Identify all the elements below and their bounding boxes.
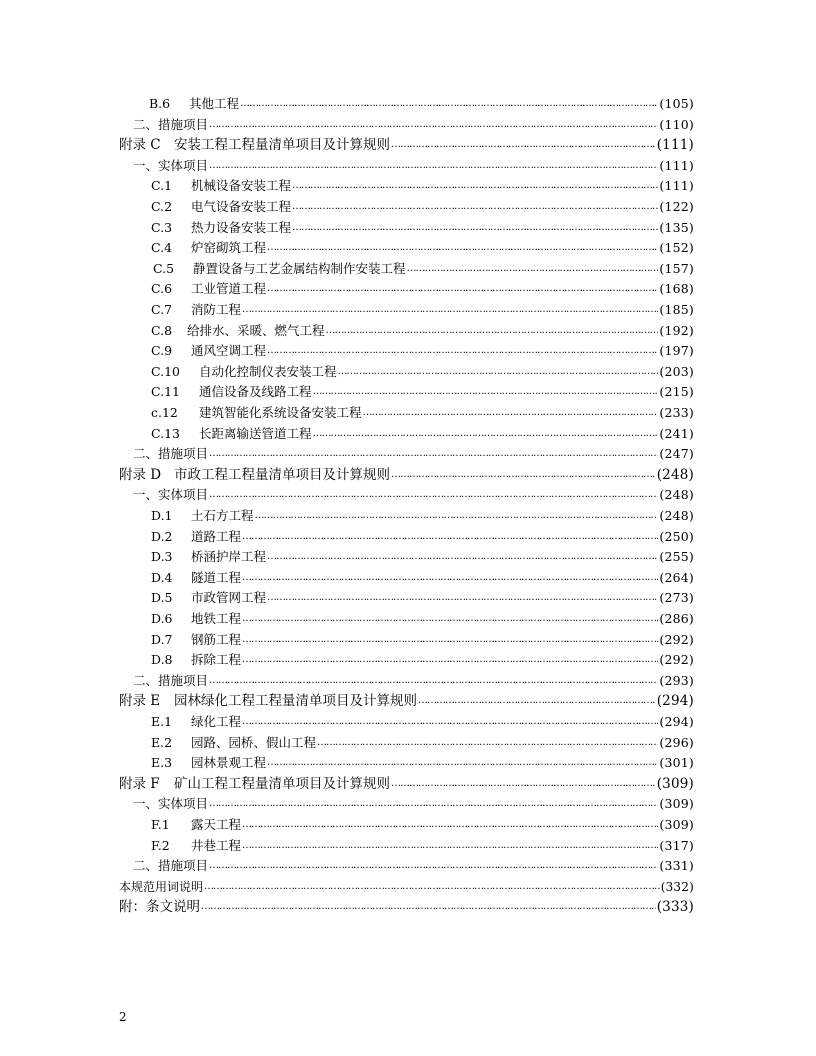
toc-title: 土石方工程 (191, 508, 254, 523)
toc-title: 长距离输送管道工程 (199, 425, 312, 441)
toc-title: 自动化控制仪表安装工程 (199, 363, 337, 379)
toc-entry[interactable] (151, 568, 694, 588)
toc-entry[interactable] (153, 259, 694, 279)
leader-dots (242, 300, 658, 320)
toc-title: 道路工程 (191, 528, 242, 544)
toc-code: D.3 (151, 549, 173, 565)
toc-page: (273) (659, 590, 694, 606)
toc-title: 静置设备与工艺金属结构制作安装工程 (193, 260, 406, 276)
leader-dots (267, 341, 658, 361)
leader-dots (242, 630, 658, 650)
toc-title: 园路、园桥、假山工程 (191, 734, 317, 750)
toc-page: (294) (656, 693, 694, 710)
toc-code: E.3 (151, 755, 173, 771)
leader-dots (313, 424, 659, 444)
leader-dots (317, 733, 658, 753)
toc-title: 一、实体项目 (133, 157, 209, 173)
toc-entry[interactable] (119, 774, 694, 794)
toc-entry[interactable] (119, 465, 694, 485)
leader-dots (391, 135, 656, 155)
toc-title: 绿化工程 (191, 714, 242, 729)
toc-code: F.2 (151, 837, 170, 853)
toc-page: (185) (659, 302, 694, 317)
leader-dots (418, 691, 656, 711)
toc-page: (192) (659, 322, 694, 338)
toc-title: 园林绿化工程工程量清单项目及计算规则 (174, 693, 417, 710)
toc-code: C.5 (153, 260, 175, 276)
leader-dots (292, 218, 658, 238)
leader-dots (209, 485, 658, 505)
toc-entry[interactable] (151, 733, 694, 753)
toc-title: 其他工程 (189, 96, 240, 111)
toc-entry[interactable] (149, 94, 694, 114)
toc-code: D.2 (151, 528, 173, 544)
toc-title: 安装工程工程量清单项目及计算规则 (174, 137, 390, 154)
toc-title: 通风空调工程 (191, 343, 267, 359)
toc-title: 隧道工程 (191, 569, 242, 585)
toc-page: (248) (659, 487, 694, 503)
leader-dots (267, 238, 658, 258)
toc-page: (248) (656, 466, 694, 483)
toc-code: C.10 (151, 363, 180, 379)
toc-code: 附录 D (119, 466, 162, 483)
leader-dots (292, 197, 658, 217)
toc-title: 一、实体项目 (133, 487, 209, 503)
toc-entry[interactable] (133, 794, 694, 814)
toc-title: 园林景观工程 (191, 755, 267, 771)
toc-code: C.1 (151, 178, 173, 194)
toc-title: 露天工程 (191, 817, 242, 832)
leader-dots (267, 753, 658, 773)
toc-title: 通信设备及线路工程 (199, 384, 312, 400)
toc-entry[interactable] (151, 382, 694, 402)
toc-code: D.7 (151, 631, 173, 647)
toc-page: (241) (659, 425, 694, 441)
leader-dots (201, 897, 656, 917)
leader-dots (242, 650, 658, 670)
toc-code: E.1 (151, 714, 173, 729)
toc-code: 附录 F (119, 775, 160, 792)
toc-entry[interactable] (133, 115, 694, 135)
toc-page: (111) (659, 178, 694, 194)
leader-dots (242, 815, 658, 835)
toc-title: 一、实体项目 (133, 796, 209, 812)
toc-code: C.8 (151, 322, 173, 338)
toc-entry[interactable] (119, 897, 694, 917)
toc-page: (293) (659, 672, 694, 688)
toc-title: 矿山工程工程量清单项目及计算规则 (174, 775, 390, 792)
toc-title: 拆除工程 (191, 652, 242, 668)
toc-entry[interactable] (151, 609, 694, 629)
leader-dots (242, 527, 658, 547)
toc-entry[interactable] (133, 444, 694, 464)
toc-title: 二、措施项目 (133, 116, 209, 132)
leader-dots (267, 547, 658, 567)
leader-dots (242, 568, 658, 588)
leader-dots (242, 712, 658, 732)
toc-page: (296) (659, 734, 694, 750)
toc-title: 二、措施项目 (133, 858, 209, 874)
toc-page: (233) (659, 405, 694, 420)
toc-page: (135) (659, 219, 694, 235)
toc-page: (168) (659, 281, 694, 297)
toc-code: C.7 (151, 302, 173, 317)
toc-code: c.12 (151, 405, 178, 420)
leader-dots (209, 444, 658, 464)
toc-page: (309) (656, 775, 694, 792)
toc-entry[interactable] (151, 362, 694, 382)
toc-page: (157) (659, 260, 694, 276)
toc-title: 钢筋工程 (191, 631, 242, 647)
toc-page: (122) (659, 199, 694, 214)
leader-dots (391, 774, 656, 794)
toc-title: 建筑智能化系统设备安装工程 (199, 405, 362, 420)
toc-entry[interactable] (133, 156, 694, 176)
toc-code: C.9 (151, 343, 173, 359)
toc-entry[interactable] (151, 836, 694, 856)
toc-page: (331) (659, 858, 694, 874)
toc-title: 二、措施项目 (133, 446, 209, 462)
toc-page: (292) (659, 631, 694, 647)
toc-code: B.6 (149, 96, 171, 111)
toc-page: (105) (659, 96, 694, 111)
toc-code: C.13 (151, 425, 180, 441)
toc-title: 市政管网工程 (191, 590, 267, 606)
toc-title: 本规范用词说明 (119, 879, 204, 894)
toc-page: (309) (659, 817, 694, 832)
toc-title: 消防工程 (191, 302, 242, 317)
toc-page: (197) (659, 343, 694, 359)
toc-title: 工业管道工程 (191, 281, 267, 297)
leader-dots (209, 671, 658, 691)
page-number: 2 (119, 1010, 127, 1024)
toc-entry[interactable] (133, 671, 694, 691)
toc-entry[interactable] (119, 877, 694, 897)
toc-entry[interactable] (151, 341, 694, 361)
toc-entry[interactable] (151, 506, 694, 526)
leader-dots (242, 836, 658, 856)
toc-title: 热力设备安装工程 (191, 219, 292, 235)
toc-entry[interactable] (151, 630, 694, 650)
toc-page: (294) (659, 714, 694, 729)
toc-code: C.2 (151, 199, 173, 214)
toc-code: C.3 (151, 219, 173, 235)
toc-entry[interactable] (119, 691, 694, 711)
leader-dots (255, 506, 659, 526)
toc-page: (333) (656, 899, 694, 916)
toc-title: 桥涵护岸工程 (191, 549, 267, 565)
toc-page: (292) (659, 652, 694, 668)
toc-page: (301) (659, 755, 694, 771)
toc-entry[interactable] (151, 176, 694, 196)
toc-code: F.1 (151, 817, 170, 832)
toc-entry[interactable] (151, 424, 694, 444)
leader-dots (209, 156, 658, 176)
toc-entry[interactable] (151, 403, 694, 423)
toc-page: (110) (659, 116, 694, 132)
toc-code: C.11 (151, 384, 180, 400)
toc-page: (111) (656, 137, 694, 154)
toc-title: 二、措施项目 (133, 672, 209, 688)
toc-page: (152) (659, 240, 694, 256)
toc-page: (309) (659, 796, 694, 812)
toc-title: 电气设备安装工程 (191, 199, 292, 214)
toc-code: E.2 (151, 734, 173, 750)
leader-dots (363, 403, 659, 423)
leader-dots (407, 259, 659, 279)
toc-title: 地铁工程 (191, 611, 242, 626)
toc-title: 炉窑砌筑工程 (191, 240, 267, 256)
toc-page: (317) (659, 837, 694, 853)
toc-page: (111) (659, 157, 694, 173)
toc-entry[interactable] (151, 279, 694, 299)
toc-entry[interactable] (119, 135, 694, 155)
toc-entry[interactable] (151, 547, 694, 567)
leader-dots (391, 465, 656, 485)
toc-code: D.6 (151, 611, 173, 626)
toc-entry[interactable] (133, 856, 694, 876)
toc-entry[interactable] (151, 753, 694, 773)
toc-title: 给排水、采暖、燃气工程 (187, 322, 325, 338)
leader-dots (313, 382, 659, 402)
toc-page: (286) (659, 611, 694, 626)
toc-code: C.6 (151, 281, 173, 297)
leader-dots (326, 321, 659, 341)
toc-code: D.1 (151, 508, 173, 523)
leader-dots (209, 856, 658, 876)
toc-entry[interactable] (151, 815, 694, 835)
toc-entry[interactable] (151, 238, 694, 258)
leader-dots (204, 877, 660, 897)
toc-code: D.4 (151, 569, 173, 585)
toc-entry[interactable] (151, 321, 694, 341)
toc-title: 机械设备安装工程 (191, 178, 292, 194)
leader-dots (209, 115, 658, 135)
toc-entry[interactable] (151, 197, 694, 217)
toc-code: D.5 (151, 590, 173, 606)
leader-dots (267, 279, 658, 299)
leader-dots (292, 176, 658, 196)
toc-page: (215) (659, 384, 694, 400)
toc-page: (255) (659, 549, 694, 565)
leader-dots (338, 362, 659, 382)
toc-title: 井巷工程 (191, 837, 242, 853)
toc-entry[interactable] (151, 650, 694, 670)
toc-page: (248) (659, 508, 694, 523)
toc-entry[interactable] (151, 218, 694, 238)
leader-dots (242, 609, 658, 629)
toc-page: (264) (659, 569, 694, 585)
leader-dots (267, 588, 658, 608)
toc-code: 附录 C (119, 137, 161, 154)
toc-title: 市政工程工程量清单项目及计算规则 (174, 466, 390, 483)
toc-page: (250) (659, 528, 694, 544)
toc-entry[interactable] (151, 300, 694, 320)
toc-entry[interactable] (151, 527, 694, 547)
toc-title: 附：条文说明 (119, 899, 200, 916)
toc-page: (332) (660, 879, 694, 894)
leader-dots (240, 94, 658, 114)
toc-entry[interactable] (133, 485, 694, 505)
toc-page: (247) (659, 446, 694, 462)
toc-code: D.8 (151, 652, 173, 668)
toc-code: C.4 (151, 240, 173, 256)
toc-entry[interactable] (151, 712, 694, 732)
toc-entry[interactable] (151, 588, 694, 608)
toc-page: (203) (659, 363, 694, 379)
leader-dots (209, 794, 658, 814)
toc-code: 附录 E (119, 693, 161, 710)
